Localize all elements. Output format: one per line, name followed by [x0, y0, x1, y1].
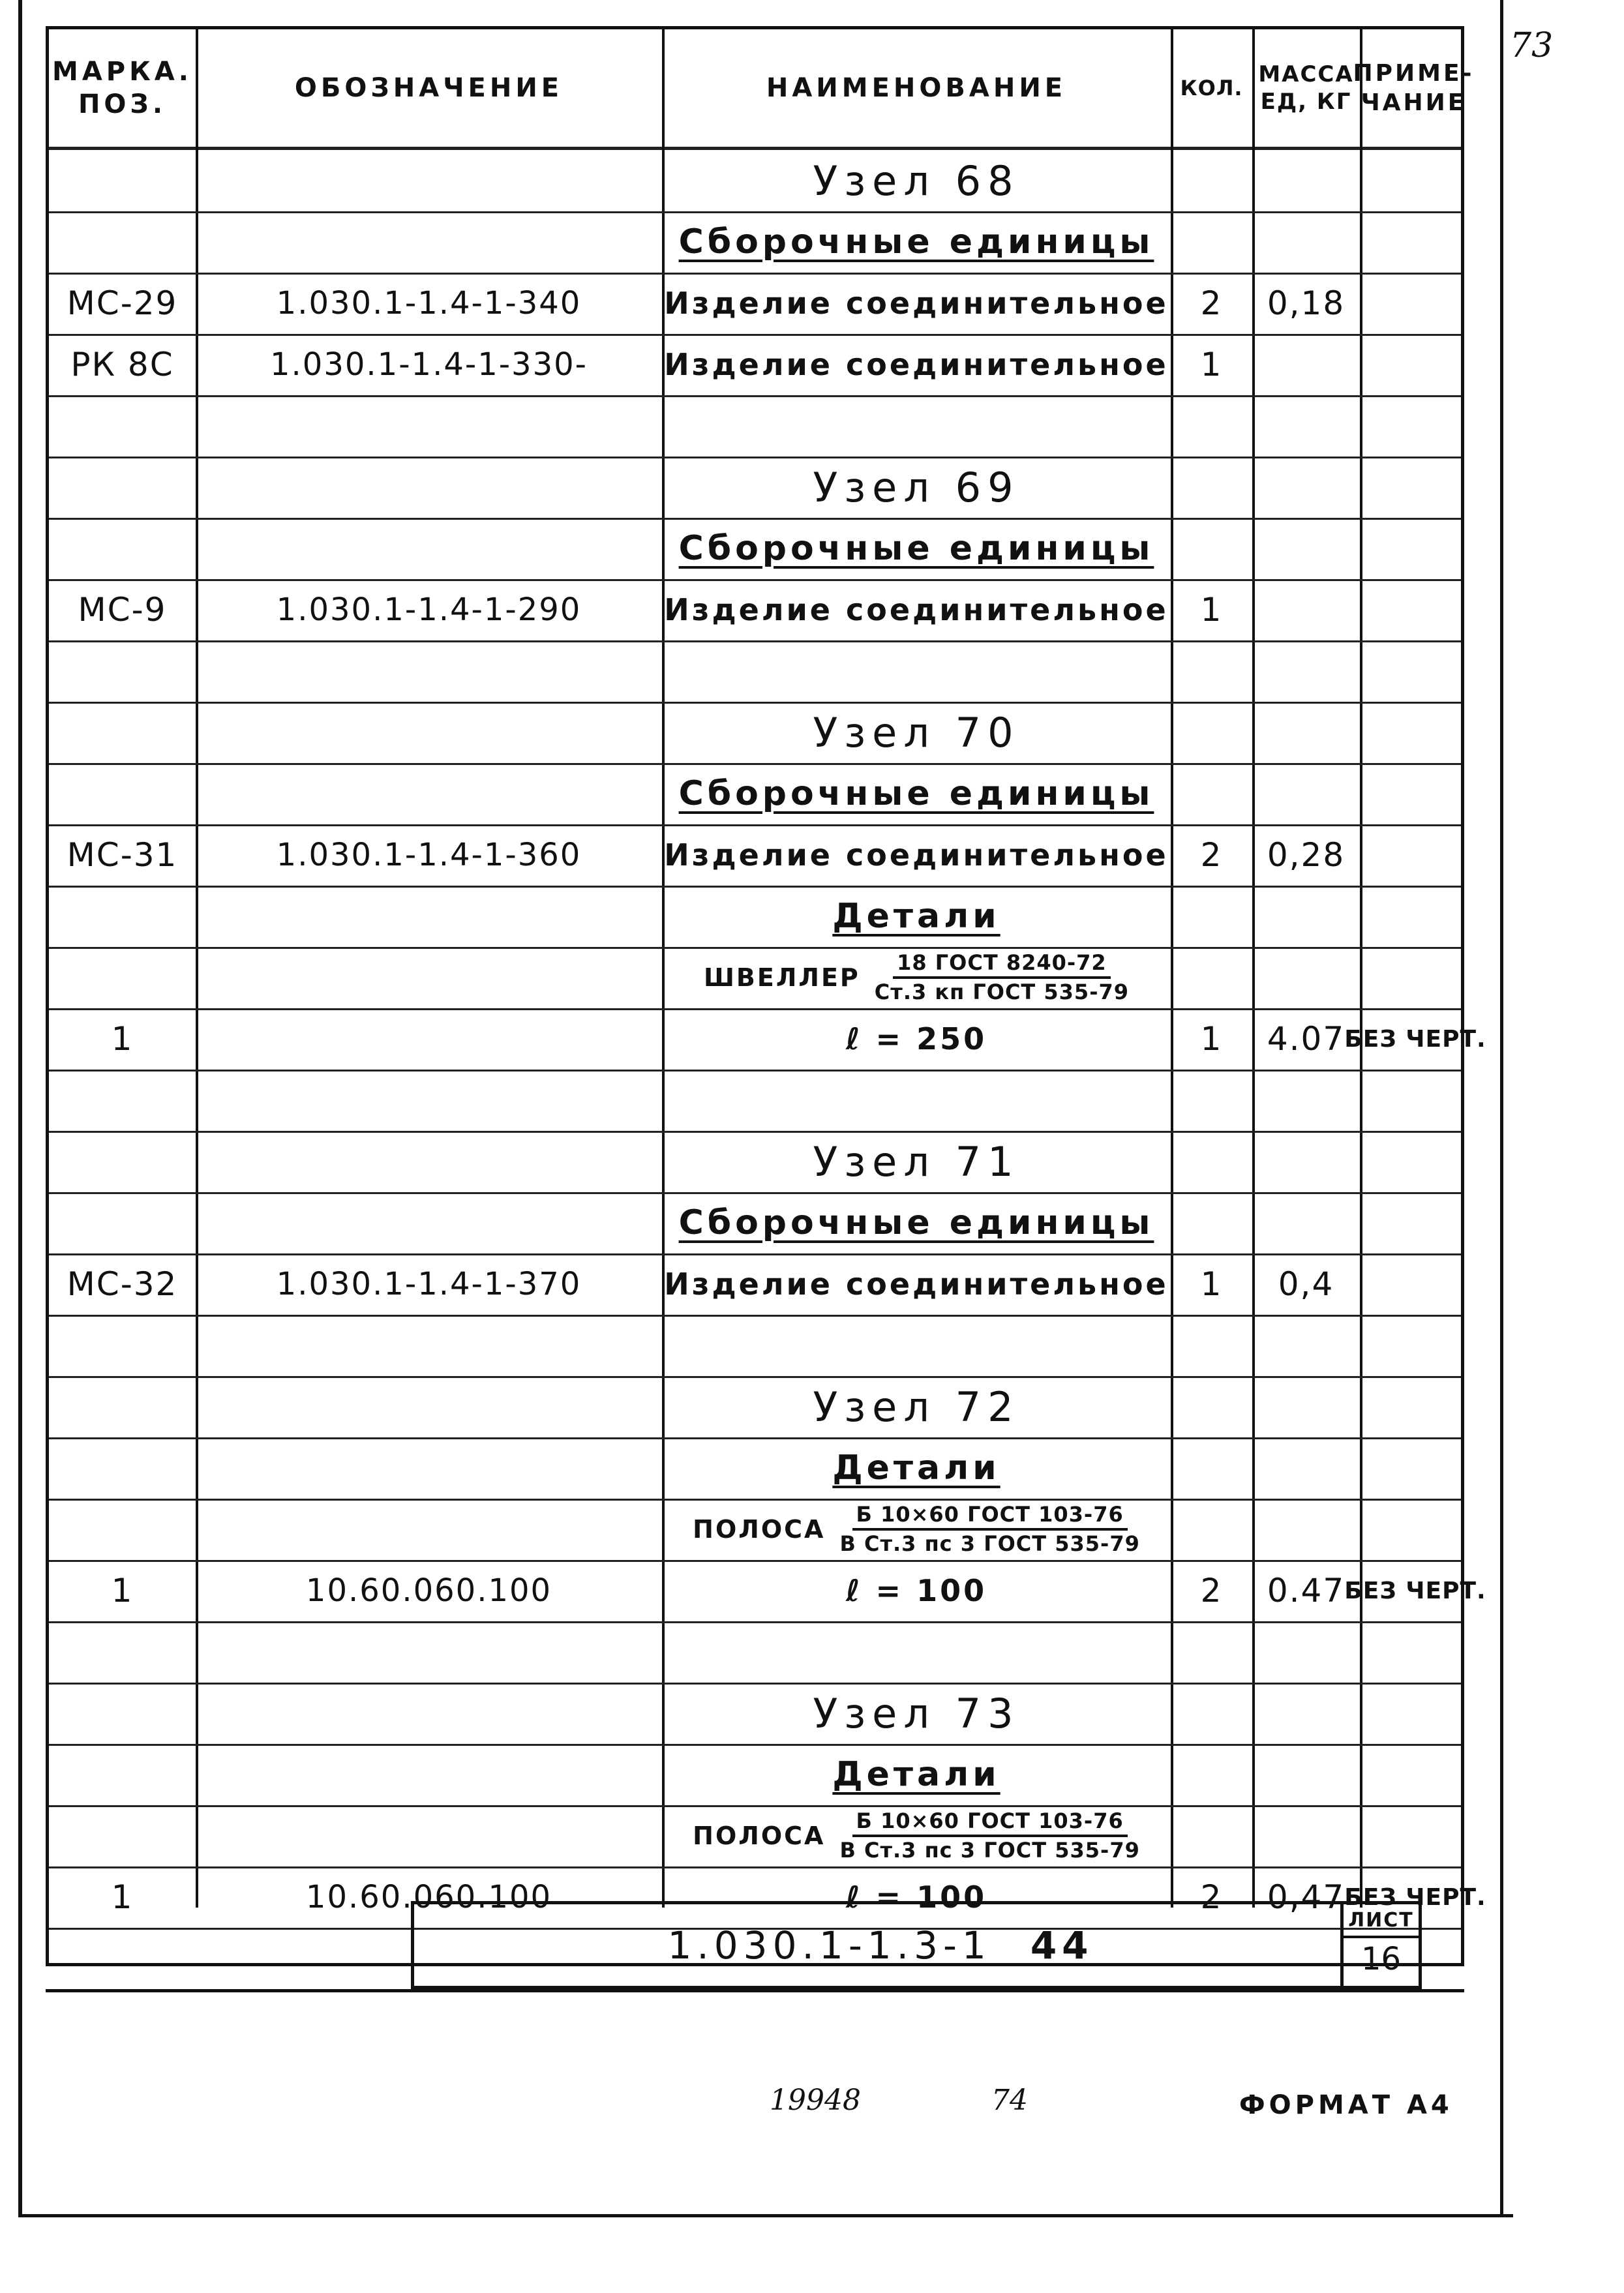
- cell-name: Изделие соединительное: [664, 347, 1169, 382]
- cell-qty: [1171, 1437, 1252, 1499]
- outer-frame-right: [1500, 0, 1503, 2217]
- section-title: Узел 68: [813, 157, 1020, 205]
- cell-note: [1360, 763, 1471, 824]
- cell-name: [662, 1070, 1171, 1131]
- cell-qty: [1171, 886, 1252, 947]
- cell-mark: 1: [111, 1878, 134, 1916]
- cell-designation: [196, 1683, 662, 1744]
- fraction-denominator: Ст.3 кп ГОСТ 535-79: [874, 980, 1129, 1004]
- page-corner-number: 73: [1510, 26, 1554, 65]
- cell-note: [1360, 1192, 1471, 1253]
- cell-note: [1360, 1805, 1471, 1866]
- cell-qty: [1171, 457, 1252, 518]
- cell-mass: [1252, 1744, 1360, 1805]
- cell-note: [1360, 824, 1471, 886]
- cell-note: [1360, 1131, 1471, 1192]
- section-subtitle-text: Сборочные единицы: [678, 1203, 1154, 1242]
- section-subtitle: [662, 518, 1171, 579]
- cell-mark: [49, 1805, 196, 1866]
- cell-qty: [1171, 640, 1252, 702]
- cell-note: [1360, 1499, 1471, 1560]
- cell-note: [1360, 1315, 1471, 1376]
- cell-mass: [1252, 1376, 1360, 1437]
- cell-mass: [1252, 1499, 1360, 1560]
- cell-designation: [196, 1131, 662, 1192]
- fraction-numerator: 18 ГОСТ 8240-72: [893, 951, 1111, 979]
- specification-table: [46, 26, 1486, 1966]
- material-prefix: ПОЛОСА: [693, 1515, 826, 1544]
- section-subtitle: [662, 886, 1171, 947]
- cell-mass: [1252, 518, 1360, 579]
- cell-mass: [1252, 457, 1360, 518]
- cell-mass: 0,4: [1278, 1265, 1334, 1303]
- cell-qty: [1171, 150, 1252, 211]
- cell-qty: [1171, 1070, 1252, 1131]
- fraction-denominator: В Ст.3 пс 3 ГОСТ 535-79: [839, 1838, 1140, 1863]
- cell-note: [1360, 457, 1471, 518]
- cell-mass: 0,28: [1267, 836, 1346, 874]
- cell-mass: [1252, 334, 1360, 395]
- cell-designation: 10.60.060.100: [305, 1572, 552, 1609]
- cell-name: Изделие соединительное: [664, 286, 1169, 321]
- cell-designation: [196, 1437, 662, 1499]
- cell-mark: [49, 1192, 196, 1253]
- cell-mark: [49, 1131, 196, 1192]
- header-note: ПРИМЕ- ЧАНИЕ: [1353, 60, 1475, 116]
- cell-mark: [49, 1744, 196, 1805]
- cell-designation: [196, 1192, 662, 1253]
- cell-mass: [1252, 1131, 1360, 1192]
- cell-qty: [1171, 1376, 1252, 1437]
- cell-designation: [196, 1315, 662, 1376]
- section-title: Узел 73: [813, 1689, 1020, 1737]
- cell-qty: [1171, 1744, 1252, 1805]
- cell-note: БЕЗ ЧЕРТ.: [1344, 1025, 1486, 1053]
- cell-designation: [196, 1805, 662, 1866]
- cell-mass: [1252, 947, 1360, 1008]
- cell-qty: 1: [1200, 1020, 1223, 1058]
- cell-designation: 1.030.1-1.4-1-360: [276, 837, 582, 873]
- cell-designation: [196, 763, 662, 824]
- cell-mass: [1252, 1805, 1360, 1866]
- section-subtitle-text: Детали: [832, 1755, 1000, 1794]
- cell-qty: 1: [1200, 1265, 1223, 1303]
- cell-mass: [1252, 150, 1360, 211]
- cell-qty: 2: [1200, 284, 1223, 322]
- cell-mark: [49, 886, 196, 947]
- cell-designation: [196, 702, 662, 763]
- cell-mass: [1252, 1192, 1360, 1253]
- header-mass: МАССА ЕД, КГ: [1258, 61, 1354, 115]
- section-subtitle: [662, 1192, 1171, 1253]
- header-name: НАИМЕНОВАНИЕ: [766, 73, 1067, 103]
- cell-note: [1360, 1253, 1471, 1315]
- cell-mark: [49, 640, 196, 702]
- frame-bottom-line: [46, 1989, 1464, 1992]
- section-title: Узел 69: [813, 463, 1020, 511]
- cell-note: [1360, 1376, 1471, 1437]
- cell-note: БЕЗ ЧЕРТ.: [1344, 1883, 1486, 1911]
- cell-name: ℓ = 250: [845, 1021, 987, 1057]
- cell-note: [1360, 947, 1471, 1008]
- material-fraction: [875, 951, 1129, 1004]
- cell-qty: [1171, 763, 1252, 824]
- cell-note: [1360, 1437, 1471, 1499]
- section-subtitle: [662, 1744, 1171, 1805]
- cell-name: ℓ = 100: [845, 1573, 987, 1608]
- cell-mark: [49, 518, 196, 579]
- material-spec: [693, 1503, 1140, 1556]
- cell-mark: 1: [111, 1572, 134, 1610]
- page-number: 74: [991, 2084, 1028, 2117]
- cell-designation: [196, 211, 662, 273]
- cell-note: [1360, 334, 1471, 395]
- cell-mark: МС-31: [67, 836, 178, 874]
- cell-mark: [49, 702, 196, 763]
- cell-designation: 1.030.1-1.4-1-340: [276, 285, 582, 322]
- cell-mark: [49, 763, 196, 824]
- fraction-denominator: В Ст.3 пс 3 ГОСТ 535-79: [839, 1531, 1140, 1556]
- header-qty: КОЛ.: [1180, 76, 1243, 100]
- cell-mark: МС-9: [78, 591, 167, 629]
- cell-qty: [1171, 1805, 1252, 1866]
- document-code-suffix: 44: [1030, 1923, 1094, 1968]
- inventory-number: 19948: [770, 2084, 861, 2117]
- cell-qty: [1171, 1683, 1252, 1744]
- cell-designation: [196, 457, 662, 518]
- paper-format: ФОРМАТ А4: [1239, 2090, 1453, 2120]
- cell-designation: 1.030.1-1.4-1-290: [276, 592, 582, 628]
- cell-mass: [1252, 763, 1360, 824]
- cell-mark: [49, 1683, 196, 1744]
- cell-mass: [1252, 1070, 1360, 1131]
- cell-mass: [1252, 1437, 1360, 1499]
- sheet-label: ЛИСТ: [1344, 1904, 1419, 1938]
- cell-note: БЕЗ ЧЕРТ.: [1344, 1577, 1486, 1604]
- cell-mass: [1252, 1315, 1360, 1376]
- cell-designation: [196, 395, 662, 457]
- cell-name: [662, 1499, 1171, 1560]
- cell-mark: МС-32: [67, 1265, 178, 1303]
- cell-note: [1360, 886, 1471, 947]
- cell-qty: 2: [1200, 1878, 1223, 1916]
- cell-designation: [196, 1744, 662, 1805]
- cell-note: [1360, 1683, 1471, 1744]
- material-prefix: ПОЛОСА: [693, 1821, 826, 1850]
- cell-mark: [49, 1621, 196, 1683]
- cell-mass: 0,47: [1267, 1878, 1346, 1916]
- fraction-numerator: Б 10×60 ГОСТ 103-76: [852, 1503, 1128, 1531]
- document-code: [414, 1904, 1347, 1986]
- cell-mass: [1252, 886, 1360, 947]
- cell-designation: [196, 886, 662, 947]
- cell-mass: [1252, 1683, 1360, 1744]
- cell-qty: [1171, 947, 1252, 1008]
- cell-qty: 2: [1200, 836, 1223, 874]
- cell-mark: [49, 457, 196, 518]
- cell-mass: 0.47: [1267, 1572, 1346, 1610]
- cell-name: ℓ = 100: [845, 1880, 987, 1915]
- cell-mark: МС-29: [67, 284, 178, 322]
- cell-qty: 1: [1200, 591, 1223, 629]
- section-subtitle: [662, 1437, 1171, 1499]
- cell-qty: [1171, 211, 1252, 273]
- cell-mark: [49, 1437, 196, 1499]
- cell-mark: [49, 1499, 196, 1560]
- outer-frame-bottom: [20, 2214, 1513, 2217]
- cell-mark: [49, 1070, 196, 1131]
- cell-note: [1360, 702, 1471, 763]
- cell-name: Изделие соединительное: [664, 837, 1169, 873]
- cell-designation: [196, 1376, 662, 1437]
- fraction-numerator: Б 10×60 ГОСТ 103-76: [852, 1809, 1128, 1837]
- cell-mass: 0,18: [1267, 284, 1346, 322]
- section-subtitle: [662, 763, 1171, 824]
- cell-mass: [1252, 579, 1360, 640]
- cell-designation: [196, 1499, 662, 1560]
- material-spec: [704, 951, 1129, 1004]
- cell-name: [662, 395, 1171, 457]
- cell-name: [662, 640, 1171, 702]
- document-code-main: 1.030.1-1.3-1: [667, 1923, 991, 1968]
- cell-name: Изделие соединительное: [664, 592, 1169, 627]
- cell-designation: [196, 150, 662, 211]
- header-mark: МАРКА. ПОЗ.: [52, 57, 192, 119]
- header-designation: ОБОЗНАЧЕНИЕ: [294, 73, 564, 103]
- cell-name: [662, 1315, 1171, 1376]
- cell-mark: РК 8С: [70, 346, 174, 383]
- section-subtitle-text: Детали: [832, 897, 1000, 936]
- cell-designation: 1.030.1-1.4-1-370: [276, 1266, 582, 1302]
- cell-note: [1360, 150, 1471, 211]
- cell-qty: 2: [1200, 1572, 1223, 1610]
- cell-mark: [49, 150, 196, 211]
- cell-qty: [1171, 1621, 1252, 1683]
- cell-designation: [196, 640, 662, 702]
- cell-note: [1360, 518, 1471, 579]
- cell-qty: [1171, 1499, 1252, 1560]
- cell-note: [1360, 273, 1471, 334]
- cell-designation: [196, 1008, 662, 1070]
- section-title: Узел 71: [813, 1137, 1020, 1186]
- cell-mark: [49, 211, 196, 273]
- cell-mass: [1252, 1621, 1360, 1683]
- cell-note: [1360, 1621, 1471, 1683]
- cell-qty: [1171, 1131, 1252, 1192]
- cell-mass: 4.07: [1267, 1020, 1346, 1058]
- cell-mark: [49, 947, 196, 1008]
- cell-designation: [196, 947, 662, 1008]
- cell-mark: [49, 395, 196, 457]
- title-block: [411, 1901, 1422, 1989]
- cell-designation: 1.030.1-1.4-1-330-: [270, 346, 588, 383]
- cell-note: [1360, 211, 1471, 273]
- cell-mark: 1: [111, 1020, 134, 1058]
- cell-mark: [49, 1315, 196, 1376]
- cell-qty: [1171, 518, 1252, 579]
- section-subtitle-text: Детали: [832, 1448, 1000, 1488]
- cell-mass: [1252, 702, 1360, 763]
- sheet-box: [1340, 1904, 1419, 1986]
- section-title: Узел 72: [813, 1383, 1020, 1431]
- cell-qty: [1171, 702, 1252, 763]
- cell-qty: [1171, 1192, 1252, 1253]
- cell-name: [662, 1805, 1171, 1866]
- cell-mass: [1252, 211, 1360, 273]
- sheet-number: 16: [1361, 1941, 1402, 1977]
- cell-mark: [49, 1376, 196, 1437]
- cell-qty: [1171, 1315, 1252, 1376]
- cell-note: [1360, 579, 1471, 640]
- cell-qty: 1: [1200, 346, 1223, 383]
- cell-note: [1360, 640, 1471, 702]
- section-subtitle-text: Сборочные единицы: [678, 529, 1154, 568]
- cell-designation: [196, 518, 662, 579]
- material-spec: [693, 1809, 1140, 1863]
- cell-name: [662, 1621, 1171, 1683]
- section-subtitle: [662, 211, 1171, 273]
- cell-name: Изделие соединительное: [664, 1266, 1169, 1302]
- section-subtitle-text: Сборочные единицы: [678, 222, 1154, 262]
- material-fraction: [839, 1503, 1139, 1556]
- cell-note: [1360, 1070, 1471, 1131]
- cell-note: [1360, 395, 1471, 457]
- cell-mass: [1252, 640, 1360, 702]
- section-subtitle-text: Сборочные единицы: [678, 774, 1154, 813]
- cell-name: [662, 947, 1171, 1008]
- material-fraction: [839, 1809, 1139, 1863]
- section-title: Узел 70: [813, 708, 1020, 757]
- cell-qty: [1171, 395, 1252, 457]
- cell-mass: [1252, 395, 1360, 457]
- outer-frame-left: [18, 0, 22, 2217]
- cell-designation: [196, 1070, 662, 1131]
- cell-designation: [196, 1621, 662, 1683]
- cell-designation: 10.60.060.100: [305, 1879, 552, 1915]
- cell-note: [1360, 1744, 1471, 1805]
- material-prefix: ШВЕЛЛЕР: [703, 963, 860, 992]
